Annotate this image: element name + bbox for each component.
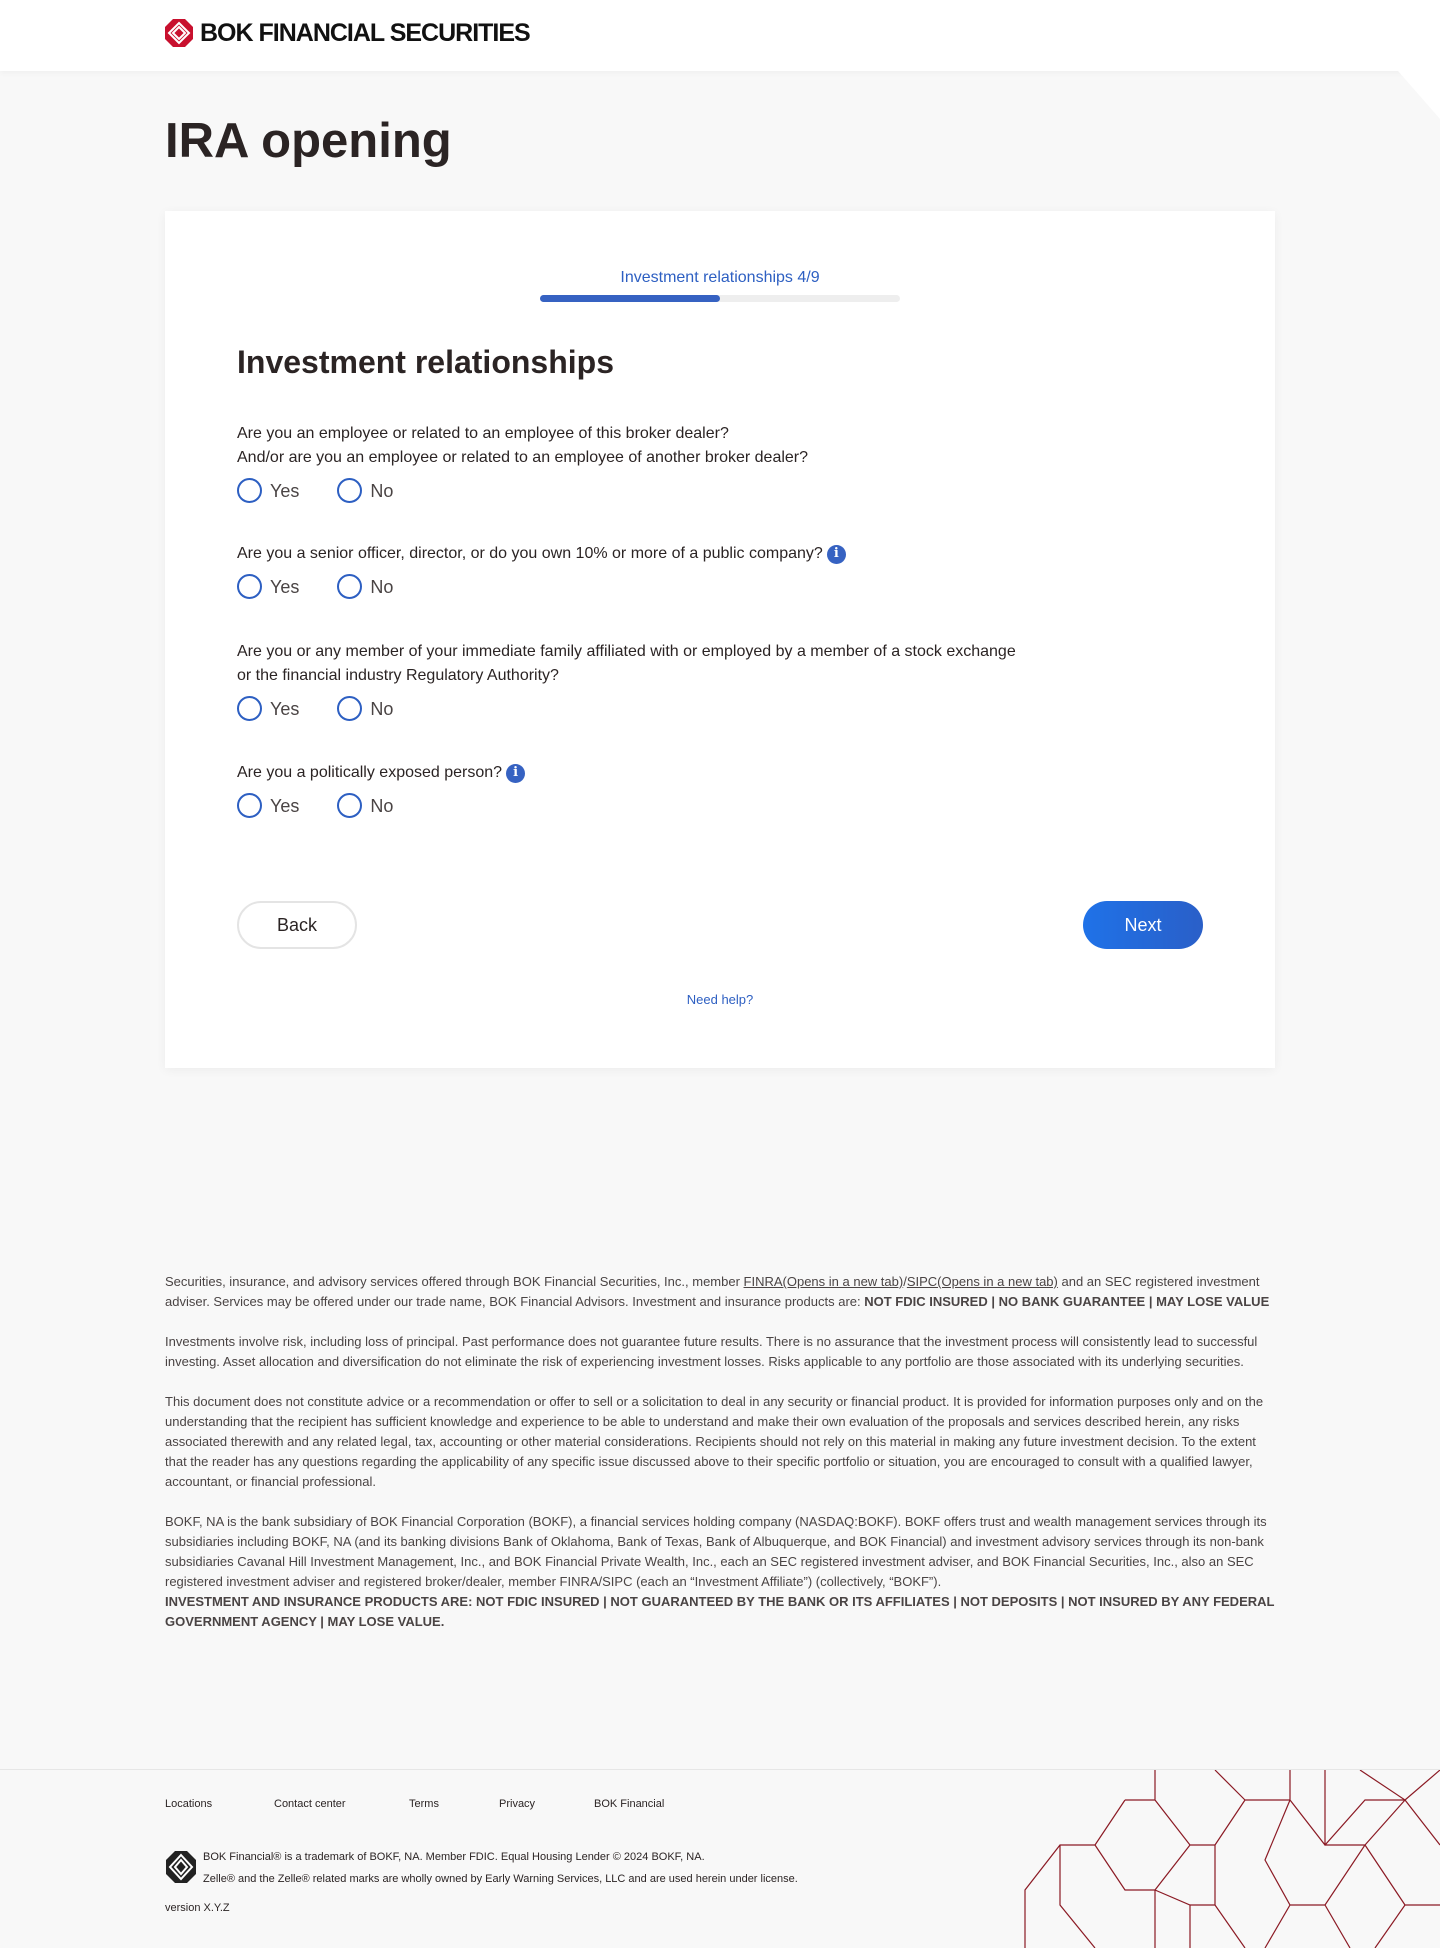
next-button[interactable]: Next — [1083, 901, 1203, 949]
footer — [0, 1769, 1440, 1947]
disclaimer-risk: Investments involve risk, including loss of principal. Past performance does not guarantee future results. There is no assurance that the investment process will consistently lead to successful investing. Asset allocation and diversification do not eliminate the risk of experiencing investment losses. Risks applicable to any portfolio are those associated with its underlying securities. — [165, 1334, 1258, 1369]
legal-trademark: BOK Financial® is a trademark of BOKF, NA. Member FDIC. Equal Housing Lender © 2024 BOKF, NA. — [203, 1851, 705, 1863]
question-text: And/or are you an employee or related to an employee of another broker dealer? — [237, 449, 809, 466]
question-text: or the financial industry Regulatory Authority? — [237, 667, 559, 684]
disclaimers — [165, 1272, 1275, 1652]
disclaimer-bold: INVESTMENT AND INSURANCE PRODUCTS ARE: NOT FDIC INSURED | NOT GUARANTEED BY THE BANK OR ITS AFFILIATES | NOT DEPOSITS | NOT INSURED BY ANY FEDERAL GOVERNMENT AGENCY | MAY LOSE VALUE. — [165, 1594, 1275, 1629]
question-text: Are you or any member of your immediate family affiliated with or employed by a member of a stock exchange — [237, 643, 1016, 660]
form-card — [165, 211, 1275, 1068]
radio-no[interactable] — [337, 574, 393, 599]
brand-name: BOK FINANCIAL SECURITIES — [200, 18, 530, 47]
legal-zelle: Zelle® and the Zelle® related marks are wholly owned by Early Warning Services, LLC and are used herein under license. — [203, 1873, 798, 1885]
radio-yes[interactable] — [237, 478, 299, 503]
progress-fill — [540, 295, 720, 302]
footer-link-locations[interactable]: Locations — [165, 1798, 213, 1810]
info-icon[interactable]: i — [827, 545, 846, 564]
back-button[interactable]: Back — [237, 901, 357, 949]
need-help-link-text[interactable]: Need help? — [686, 992, 754, 1007]
radio-label: Yes — [270, 698, 300, 719]
disclaimer-text: and an SEC registered investment adviser. Services may be offered under our trade name, BOK Financial Advisors. Investment and insurance products are: — [165, 1274, 1260, 1309]
finra-link[interactable]: FINRA(Opens in a new tab) — [743, 1274, 904, 1289]
radio-circle-icon — [337, 574, 362, 599]
radio-label: Yes — [270, 576, 300, 597]
footer-link-bok-financial[interactable]: BOK Financial — [594, 1798, 665, 1810]
radio-circle-icon — [337, 696, 362, 721]
radio-label: No — [370, 698, 394, 719]
radio-no[interactable] — [337, 793, 393, 818]
bok-logo-mono-icon — [165, 1850, 197, 1884]
question-text: Are you a politically exposed person? — [237, 764, 503, 781]
disclaimer-securities — [165, 1272, 1275, 1312]
sipc-link[interactable]: SIPC(Opens in a new tab) — [906, 1274, 1058, 1289]
need-help-link — [165, 992, 1275, 1007]
disclaimer-advice: This document does not constitute advice or a recommendation or offer to sell or a solicitation to deal in any security or financial product. It is provided for information purposes only and on the understanding that the recipient has sufficient knowledge and experience to be able to understand and make their own evaluation of the proposals and services described herein, any risks associated therewith and any related legal, tax, accounting or other material considerations. Recipients should not rely on this material in making any future investment decision. To the extent that the reader has any questions regarding the applicability of any specific issue discussed above to their specific portfolio or situation, you are encouraged to consult with a qualified lawyer, accountant, or financial professional. — [165, 1394, 1264, 1489]
radio-circle-icon — [237, 574, 262, 599]
radio-circle-icon — [237, 696, 262, 721]
corner-decoration — [1398, 71, 1440, 119]
disclaimer-text: Securities, insurance, and advisory services offered through BOK Financial Securities, Inc., member — [165, 1274, 744, 1289]
question-broker-employee — [237, 422, 808, 503]
radio-yes[interactable] — [237, 574, 299, 599]
radio-yes[interactable] — [237, 793, 299, 818]
progress-bar — [540, 295, 900, 302]
radio-label: No — [370, 576, 394, 597]
question-senior-officer — [237, 542, 846, 599]
radio-circle-icon — [337, 793, 362, 818]
progress-label: Investment relationships 4/9 — [620, 269, 820, 286]
disclaimer-bold: NOT FDIC INSURED | NO BANK GUARANTEE | MAY LOSE VALUE — [864, 1294, 1270, 1309]
footer-legal — [165, 1846, 798, 1890]
disclaimer-text: BOKF, NA is the bank subsidiary of BOK Financial Corporation (BOKF), a financial services holding company (NASDAQ:BOKF). BOKF offers trust and wealth management services through its subsidiaries including BOKF, NA (and its banking divisions Bank of Oklahoma, Bank of Texas, Bank of Albuquerque, and BOK Financial) and investment advisory services through its non-bank subsidiaries Cavanal Hill Investment Management, Inc., and BOK Financial Private Wealth, Inc., each an SEC registered investment adviser, and BOK Financial Securities, Inc., also an SEC registered investment adviser and registered broker/dealer, member FINRA/SIPC (each an “Investment Affiliate”) (collectively, “BOKF”). — [165, 1514, 1267, 1589]
question-text: Are you a senior officer, director, or do you own 10% or more of a public company? — [237, 545, 823, 562]
footer-link-terms[interactable]: Terms — [409, 1798, 439, 1810]
disclaimer-bokf — [165, 1512, 1275, 1632]
footer-links — [165, 1798, 664, 1810]
radio-label: Yes — [270, 795, 300, 816]
radio-yes[interactable] — [237, 696, 299, 721]
question-politically-exposed — [237, 761, 525, 818]
section-heading: Investment relationships — [237, 344, 614, 380]
footer-link-contact-center[interactable]: Contact center — [274, 1798, 346, 1810]
radio-circle-icon — [337, 478, 362, 503]
version-text: version X.Y.Z — [165, 1902, 230, 1914]
separator: / — [903, 1274, 907, 1289]
question-exchange-affiliation — [237, 640, 1016, 721]
radio-circle-icon — [237, 478, 262, 503]
radio-no[interactable] — [337, 478, 393, 503]
radio-label: Yes — [270, 480, 300, 501]
radio-label: No — [370, 480, 394, 501]
radio-label: No — [370, 795, 394, 816]
radio-circle-icon — [237, 793, 262, 818]
page-title: IRA opening — [165, 114, 452, 168]
hexagon-pattern-decoration — [995, 1770, 1440, 1948]
brand-logo[interactable] — [164, 18, 530, 48]
footer-link-privacy[interactable]: Privacy — [499, 1798, 536, 1810]
radio-no[interactable] — [337, 696, 393, 721]
question-text: Are you an employee or related to an employee of this broker dealer? — [237, 425, 729, 442]
info-icon[interactable]: i — [506, 764, 525, 783]
bok-logo-icon — [164, 18, 194, 48]
header — [0, 0, 1440, 71]
